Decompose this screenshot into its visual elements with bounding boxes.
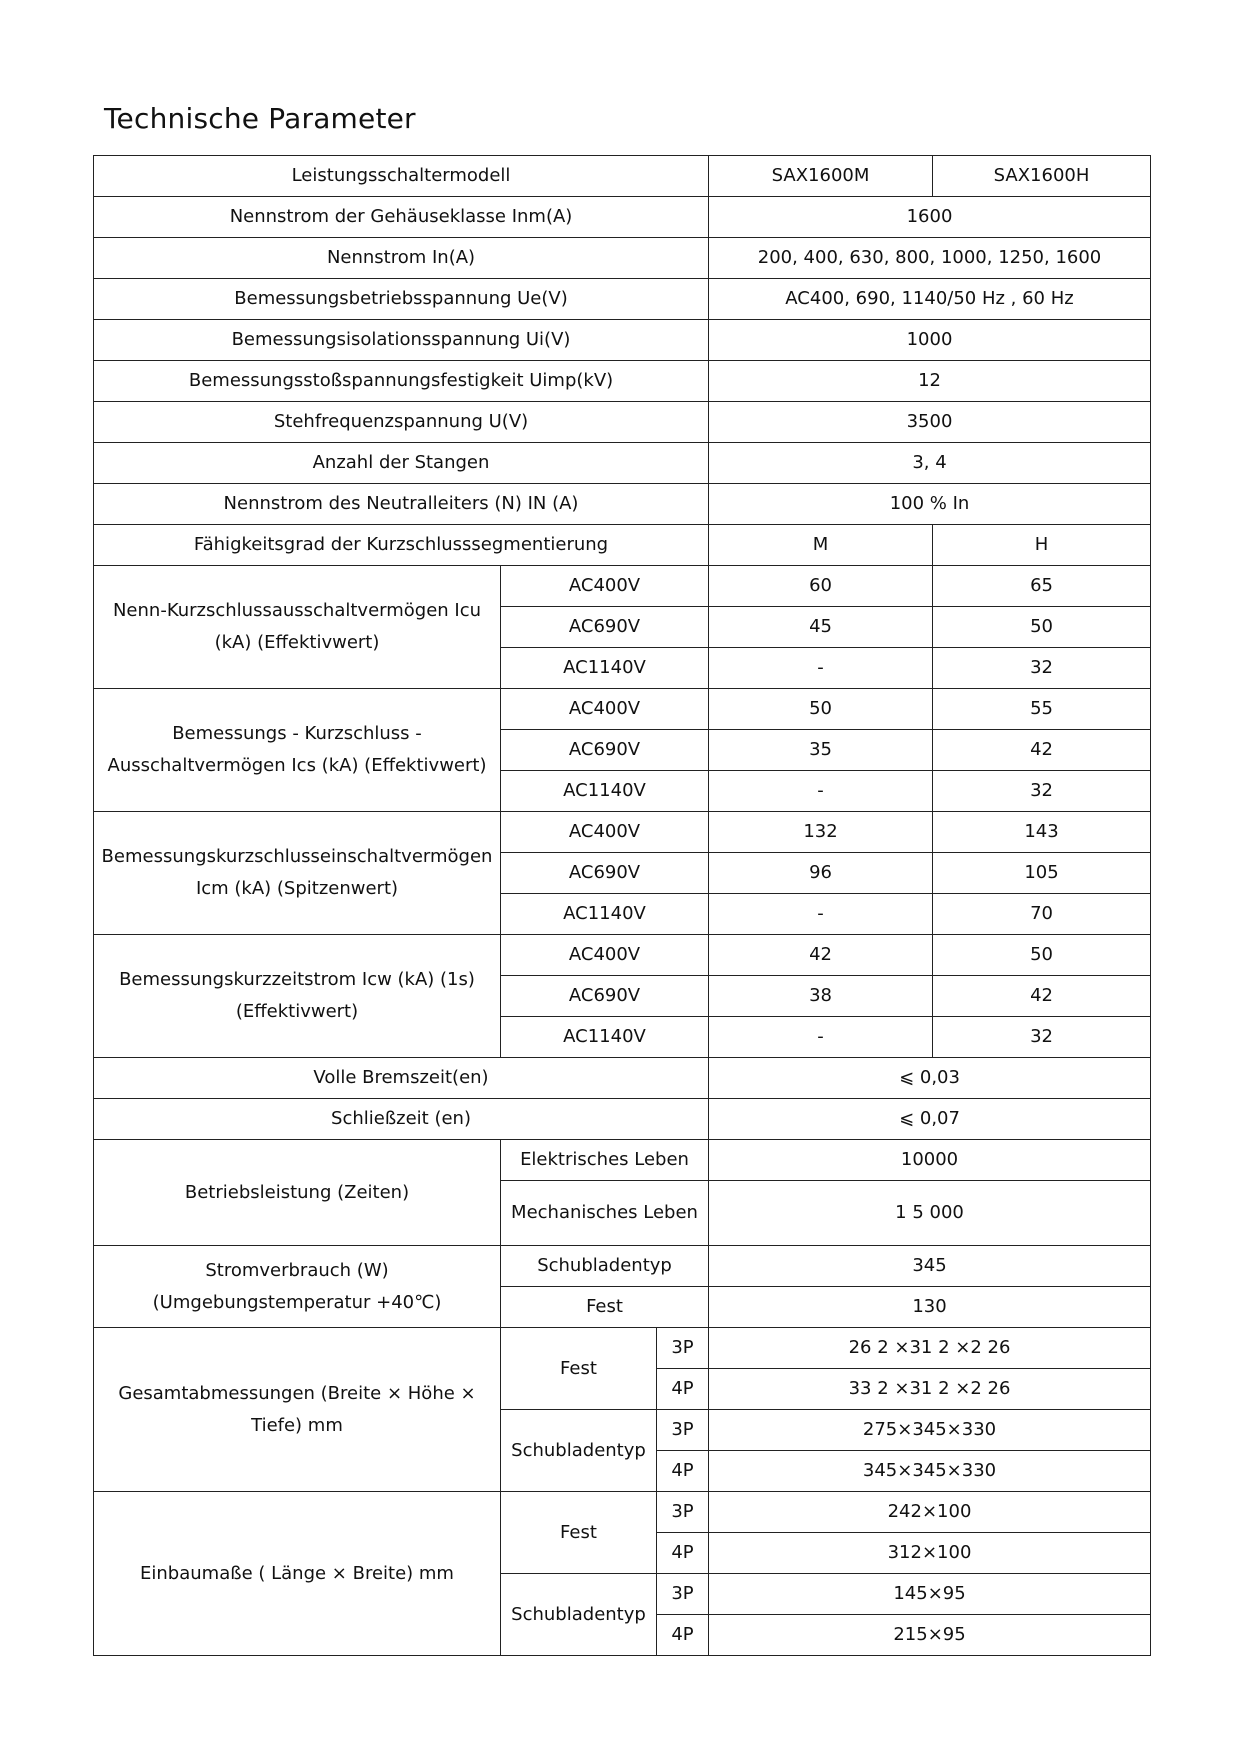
value-h: 105 (933, 853, 1151, 894)
pole-label: 3P (657, 1574, 709, 1615)
power-label: Stromverbrauch (W) (Umgebungstemperatur +40℃) (94, 1246, 501, 1328)
value-h: 65 (933, 566, 1151, 607)
mechanical-life-label: Mechanisches Leben (501, 1181, 709, 1246)
value-m: - (709, 1017, 933, 1058)
page-title: Technische Parameter (104, 102, 416, 135)
table-row (94, 156, 1151, 197)
segment-label: Fähigkeitsgrad der Kurzschlusssegmentierung (94, 525, 709, 566)
value-m: 132 (709, 812, 933, 853)
value-h: 143 (933, 812, 1151, 853)
voltage-label: AC690V (501, 607, 709, 648)
voltage-label: AC400V (501, 935, 709, 976)
dimension-value: 345×345×330 (709, 1451, 1151, 1492)
close-time-label: Schließzeit (en) (94, 1099, 709, 1140)
table-row (94, 238, 1151, 279)
value-h: 50 (933, 607, 1151, 648)
table-row (94, 689, 1151, 730)
value-m: 42 (709, 935, 933, 976)
table-row (94, 197, 1151, 238)
electrical-life-label: Elektrisches Leben (501, 1140, 709, 1181)
group-label-icm: Bemessungskurzschlusseinschaltvermögen Icm (kA) (Spitzenwert) (94, 812, 501, 935)
param-value: 3500 (709, 402, 1151, 443)
voltage-label: AC1140V (501, 1017, 709, 1058)
segment-m: M (709, 525, 933, 566)
table-row (94, 279, 1151, 320)
install-fixed-label: Fest (501, 1492, 657, 1574)
table-row (94, 1058, 1151, 1099)
voltage-label: AC400V (501, 812, 709, 853)
param-label: Anzahl der Stangen (94, 443, 709, 484)
break-time-label: Volle Bremszeit(en) (94, 1058, 709, 1099)
value-m: - (709, 894, 933, 935)
value-h: 70 (933, 894, 1151, 935)
table-row (94, 1492, 1151, 1533)
voltage-label: AC400V (501, 689, 709, 730)
value-m: - (709, 648, 933, 689)
install-value: 145×95 (709, 1574, 1151, 1615)
param-label: Bemessungsbetriebsspannung Ue(V) (94, 279, 709, 320)
table-row (94, 1140, 1151, 1181)
table-row (94, 484, 1151, 525)
life-label: Betriebsleistung (Zeiten) (94, 1140, 501, 1246)
mechanical-life-value: 1 5 000 (709, 1181, 1151, 1246)
value-m: 35 (709, 730, 933, 771)
param-value: 1000 (709, 320, 1151, 361)
param-value: 100 % In (709, 484, 1151, 525)
voltage-label: AC1140V (501, 771, 709, 812)
pole-label: 3P (657, 1328, 709, 1369)
model-h: SAX1600H (933, 156, 1151, 197)
voltage-label: AC1140V (501, 648, 709, 689)
power-fixed-value: 130 (709, 1287, 1151, 1328)
param-value: 3, 4 (709, 443, 1151, 484)
dimension-value: 26 2 ×31 2 ×2 26 (709, 1328, 1151, 1369)
table-row (94, 443, 1151, 484)
value-m: 38 (709, 976, 933, 1017)
table-row (94, 525, 1151, 566)
power-drawer-value: 345 (709, 1246, 1151, 1287)
value-h: 32 (933, 1017, 1151, 1058)
dimension-value: 33 2 ×31 2 ×2 26 (709, 1369, 1151, 1410)
voltage-label: AC1140V (501, 894, 709, 935)
table-row (94, 1099, 1151, 1140)
dimensions-label: Gesamtabmessungen (Breite × Höhe × Tiefe) mm (94, 1328, 501, 1492)
electrical-life-value: 10000 (709, 1140, 1151, 1181)
pole-label: 4P (657, 1533, 709, 1574)
model-m: SAX1600M (709, 156, 933, 197)
param-label: Nennstrom der Gehäuseklasse Inm(A) (94, 197, 709, 238)
install-drawer-label: Schubladentyp (501, 1574, 657, 1656)
break-time-value: ⩽ 0,03 (709, 1058, 1151, 1099)
dimensions-drawer-label: Schubladentyp (501, 1410, 657, 1492)
pole-label: 3P (657, 1410, 709, 1451)
group-label-ics: Bemessungs - Kurzschluss -Ausschaltvermögen Ics (kA) (Effektivwert) (94, 689, 501, 812)
value-h: 55 (933, 689, 1151, 730)
value-h: 32 (933, 771, 1151, 812)
param-label: Bemessungsisolationsspannung Ui(V) (94, 320, 709, 361)
close-time-value: ⩽ 0,07 (709, 1099, 1151, 1140)
install-label: Einbaumaße ( Länge × Breite) mm (94, 1492, 501, 1656)
table-row (94, 812, 1151, 853)
dimensions-fixed-label: Fest (501, 1328, 657, 1410)
power-fixed-label: Fest (501, 1287, 709, 1328)
voltage-label: AC690V (501, 853, 709, 894)
group-label-icw: Bemessungskurzzeitstrom Icw (kA) (1s) (Effektivwert) (94, 935, 501, 1058)
table-row (94, 402, 1151, 443)
voltage-label: AC690V (501, 730, 709, 771)
param-value: AC400, 690, 1140/50 Hz , 60 Hz (709, 279, 1151, 320)
power-drawer-label: Schubladentyp (501, 1246, 709, 1287)
technical-parameters-table (93, 155, 1151, 1656)
pole-label: 4P (657, 1615, 709, 1656)
param-label: Nennstrom des Neutralleiters (N) IN (A) (94, 484, 709, 525)
value-h: 42 (933, 976, 1151, 1017)
table-row (94, 1328, 1151, 1369)
value-m: 60 (709, 566, 933, 607)
model-label: Leistungsschaltermodell (94, 156, 709, 197)
install-value: 242×100 (709, 1492, 1151, 1533)
value-m: 96 (709, 853, 933, 894)
value-m: 50 (709, 689, 933, 730)
table-row (94, 566, 1151, 607)
param-value: 12 (709, 361, 1151, 402)
install-value: 312×100 (709, 1533, 1151, 1574)
pole-label: 4P (657, 1451, 709, 1492)
voltage-label: AC690V (501, 976, 709, 1017)
pole-label: 3P (657, 1492, 709, 1533)
table-row (94, 1246, 1151, 1287)
group-label-icu: Nenn-Kurzschlussausschaltvermögen Icu (kA) (Effektivwert) (94, 566, 501, 689)
value-m: 45 (709, 607, 933, 648)
value-h: 50 (933, 935, 1151, 976)
dimension-value: 275×345×330 (709, 1410, 1151, 1451)
install-value: 215×95 (709, 1615, 1151, 1656)
value-m: - (709, 771, 933, 812)
param-value: 1600 (709, 197, 1151, 238)
param-label: Stehfrequenzspannung U(V) (94, 402, 709, 443)
value-h: 42 (933, 730, 1151, 771)
table-row (94, 361, 1151, 402)
pole-label: 4P (657, 1369, 709, 1410)
voltage-label: AC400V (501, 566, 709, 607)
param-label: Nennstrom In(A) (94, 238, 709, 279)
param-label: Bemessungsstoßspannungsfestigkeit Uimp(kV) (94, 361, 709, 402)
param-value: 200, 400, 630, 800, 1000, 1250, 1600 (709, 238, 1151, 279)
segment-h: H (933, 525, 1151, 566)
table-row (94, 935, 1151, 976)
value-h: 32 (933, 648, 1151, 689)
table-row (94, 320, 1151, 361)
